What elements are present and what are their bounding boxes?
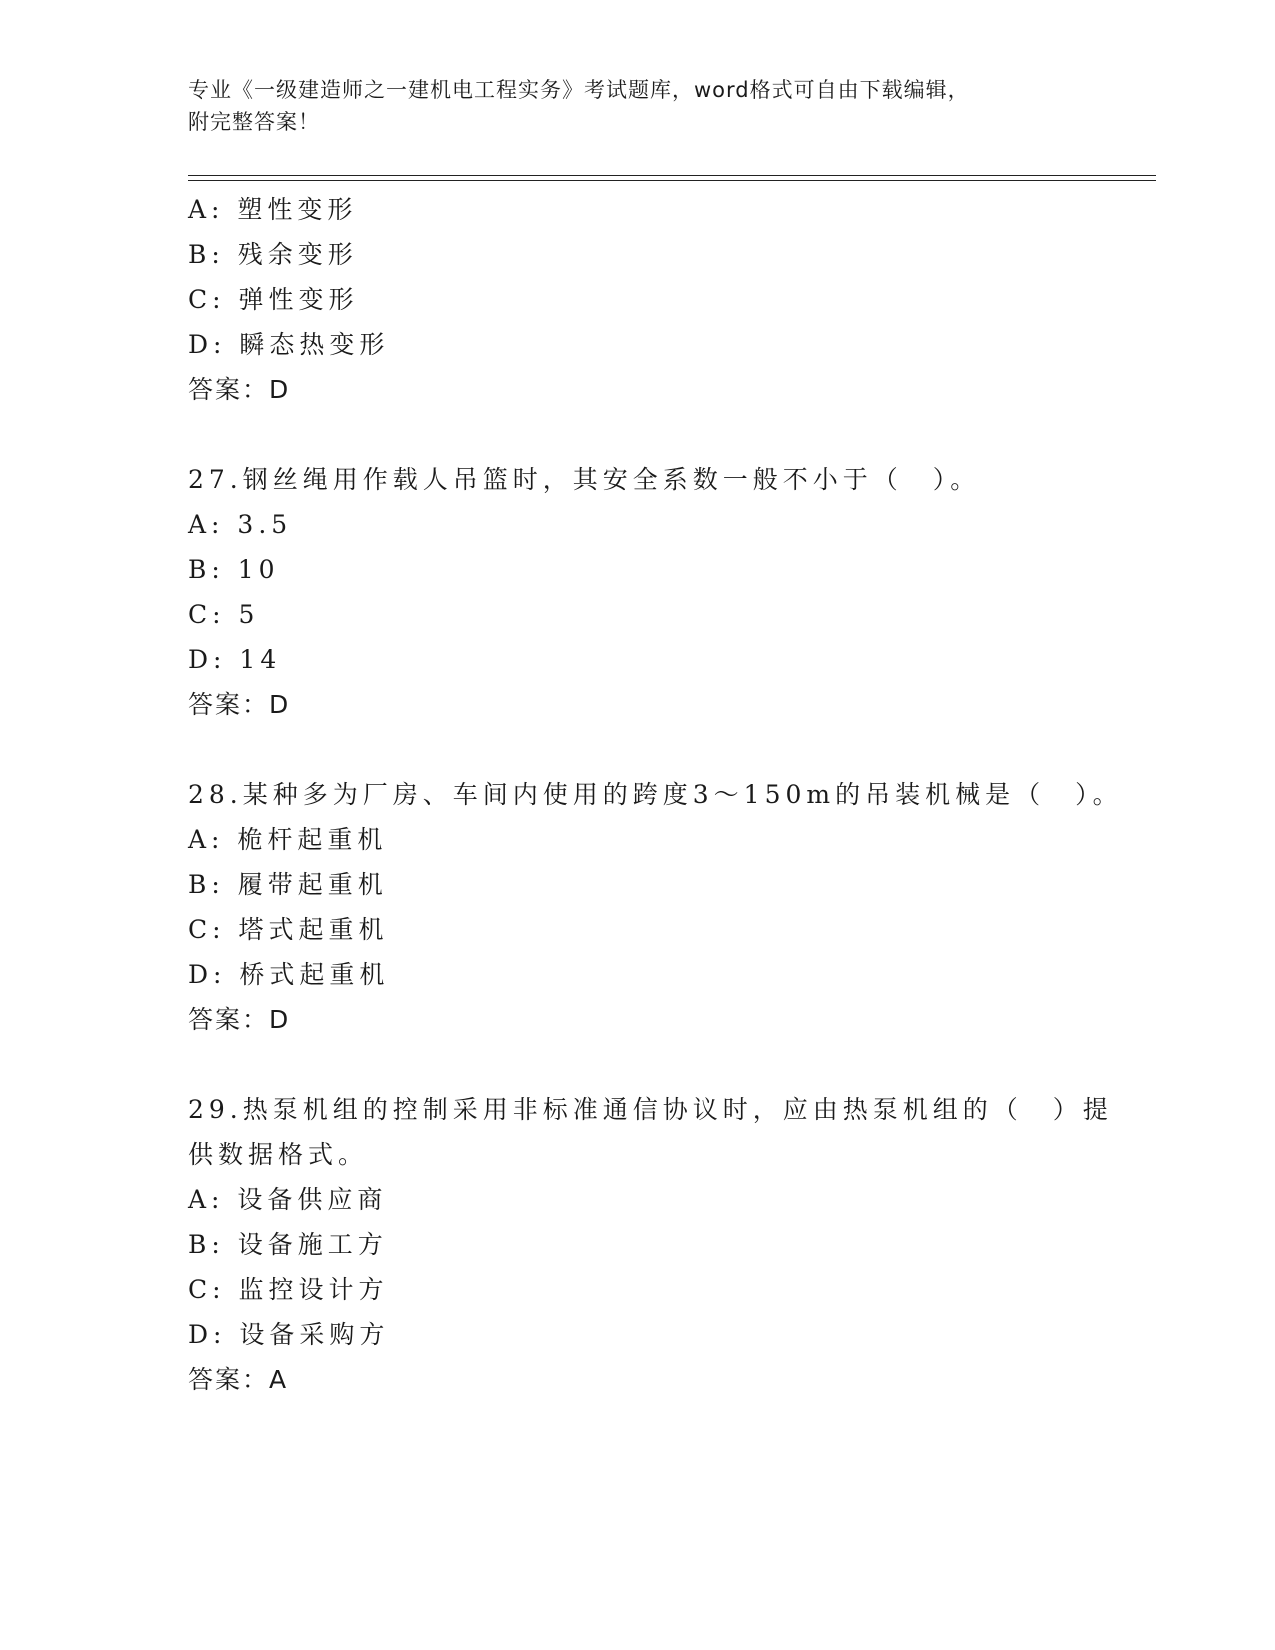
option-c: C: 弹性变形 (188, 285, 359, 314)
option-b: B: 履带起重机 (188, 870, 388, 899)
option-a: A: 3.5 (188, 510, 293, 539)
header-rule-bottom (188, 180, 1156, 181)
answer: 答案：D (188, 375, 291, 404)
question-27-stem: 27.钢丝绳用作载人吊篮时，其安全系数一般不小于（ ）。 (188, 465, 981, 494)
option-a: A: 桅杆起重机 (188, 825, 388, 854)
header-line-2: 附完整答案！ (188, 110, 320, 134)
header-line-1: 专业《一级建造师之一建机电工程实务》考试题库，word格式可自由下载编辑， (188, 78, 970, 102)
option-d: D: 设备采购方 (188, 1320, 390, 1349)
option-a: A: 塑性变形 (188, 195, 358, 224)
answer: 答案：D (188, 690, 291, 719)
question-28-stem: 28.某种多为厂房、车间内使用的跨度3～150m的吊装机械是（ ）。 (188, 780, 1123, 809)
option-d: D: 桥式起重机 (188, 960, 390, 989)
document-header (188, 74, 1088, 138)
option-c: C: 塔式起重机 (188, 915, 389, 944)
answer: 答案：D (188, 1005, 291, 1034)
question-29-stem-line-1: 29.热泵机组的控制采用非标准通信协议时，应由热泵机组的（ ）提 (188, 1095, 1113, 1124)
option-c: C: 监控设计方 (188, 1275, 389, 1304)
option-a: A: 设备供应商 (188, 1185, 388, 1214)
option-d: D: 14 (188, 645, 282, 674)
option-b: B: 10 (188, 555, 280, 584)
option-d: D: 瞬态热变形 (188, 330, 390, 359)
header-rule-top (188, 175, 1156, 176)
option-b: B: 设备施工方 (188, 1230, 388, 1259)
answer: 答案：A (188, 1365, 289, 1394)
option-b: B: 残余变形 (188, 240, 358, 269)
option-c: C: 5 (188, 600, 260, 629)
question-29-stem-line-2: 供数据格式。 (188, 1140, 369, 1169)
